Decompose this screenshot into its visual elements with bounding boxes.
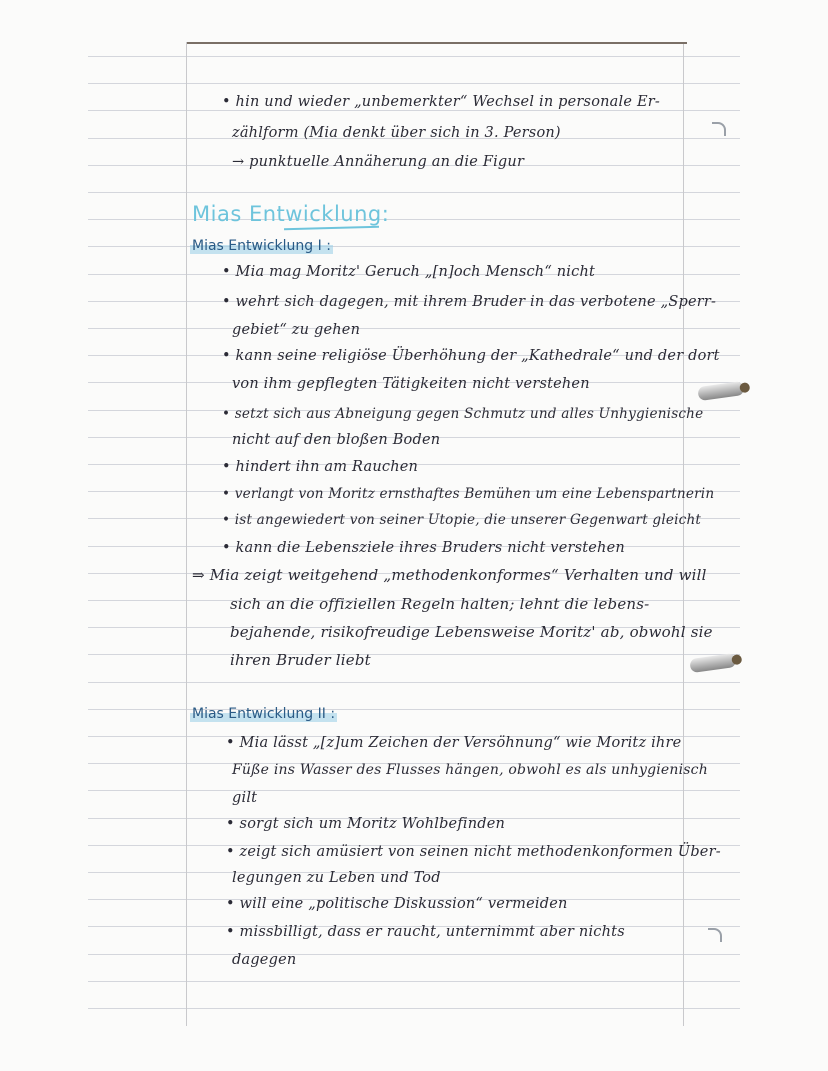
note-line: • setzt sich aus Abneigung gegen Schmutz und alles Unhygienische	[222, 406, 704, 422]
note-line: • hin und wieder „unbemerkter“ Wechsel in personale Er-	[222, 94, 660, 110]
subheading-part-1-label: Mias Entwicklung I :	[192, 238, 331, 254]
note-line: sich an die offiziellen Regeln halten; lehnt die lebens-	[230, 595, 650, 613]
paper-clip-icon	[689, 653, 737, 673]
margin-mark-icon	[712, 122, 726, 136]
note-line: • verlangt von Moritz ernsthaftes Bemühen um eine Lebenspartnerin	[222, 486, 715, 502]
note-line: legungen zu Leben und Tod	[232, 870, 441, 886]
note-line: • kann die Lebensziele ihres Bruders nicht verstehen	[222, 540, 625, 556]
subheading-part-2	[190, 706, 337, 722]
note-line: • kann seine religiöse Überhöhung der „Kathedrale“ und der dort	[222, 348, 720, 364]
subheading-part-2-label: Mias Entwicklung II :	[192, 706, 336, 722]
subheading-part-1	[190, 238, 333, 254]
section-heading: Mias Entwicklung:	[192, 202, 390, 226]
margin-mark-icon	[708, 928, 722, 942]
note-line: ⇒ Mia zeigt weitgehend „methodenkonformes“ Verhalten und will	[192, 566, 707, 584]
note-line: bejahende, risikofreudige Lebensweise Moritz' ab, obwohl sie	[230, 623, 713, 641]
paper-clip-icon	[697, 381, 745, 401]
note-line: • hindert ihn am Rauchen	[222, 459, 419, 475]
left-margin-line	[186, 42, 187, 1026]
note-line: nicht auf den bloßen Boden	[232, 432, 441, 448]
note-line: • missbilligt, dass er raucht, unternimmt aber nichts	[226, 924, 625, 940]
note-line: Füße ins Wasser des Flusses hängen, obwohl es als unhygienisch	[232, 762, 708, 778]
note-line: • wehrt sich dagegen, mit ihrem Bruder in das verbotene „Sperr-	[222, 294, 717, 310]
note-line: • Mia lässt „[z]um Zeichen der Versöhnung“ wie Moritz ihre	[226, 735, 682, 751]
note-line: • sorgt sich um Moritz Wohlbefinden	[226, 816, 506, 832]
note-line: dagegen	[232, 952, 297, 968]
note-line: gilt	[232, 790, 258, 806]
note-line: • ist angewiedert von seiner Utopie, die unserer Gegenwart gleicht	[222, 512, 702, 528]
note-line: • zeigt sich amüsiert von seinen nicht methodenkonformen Über-	[226, 844, 721, 860]
note-line: von ihm gepflegten Tätigkeiten nicht verstehen	[232, 376, 590, 392]
page-top-edge	[187, 42, 687, 44]
note-line: • Mia mag Moritz' Geruch „[n]och Mensch“ nicht	[222, 264, 596, 280]
note-line: → punktuelle Annäherung an die Figur	[232, 154, 525, 170]
note-line: ihren Bruder liebt	[230, 651, 371, 669]
note-line: zählform (Mia denkt über sich in 3. Person)	[232, 125, 561, 141]
note-line: • will eine „politische Diskussion“ vermeiden	[226, 896, 568, 912]
right-margin-line	[683, 42, 684, 1026]
note-line: gebiet“ zu gehen	[232, 322, 361, 338]
